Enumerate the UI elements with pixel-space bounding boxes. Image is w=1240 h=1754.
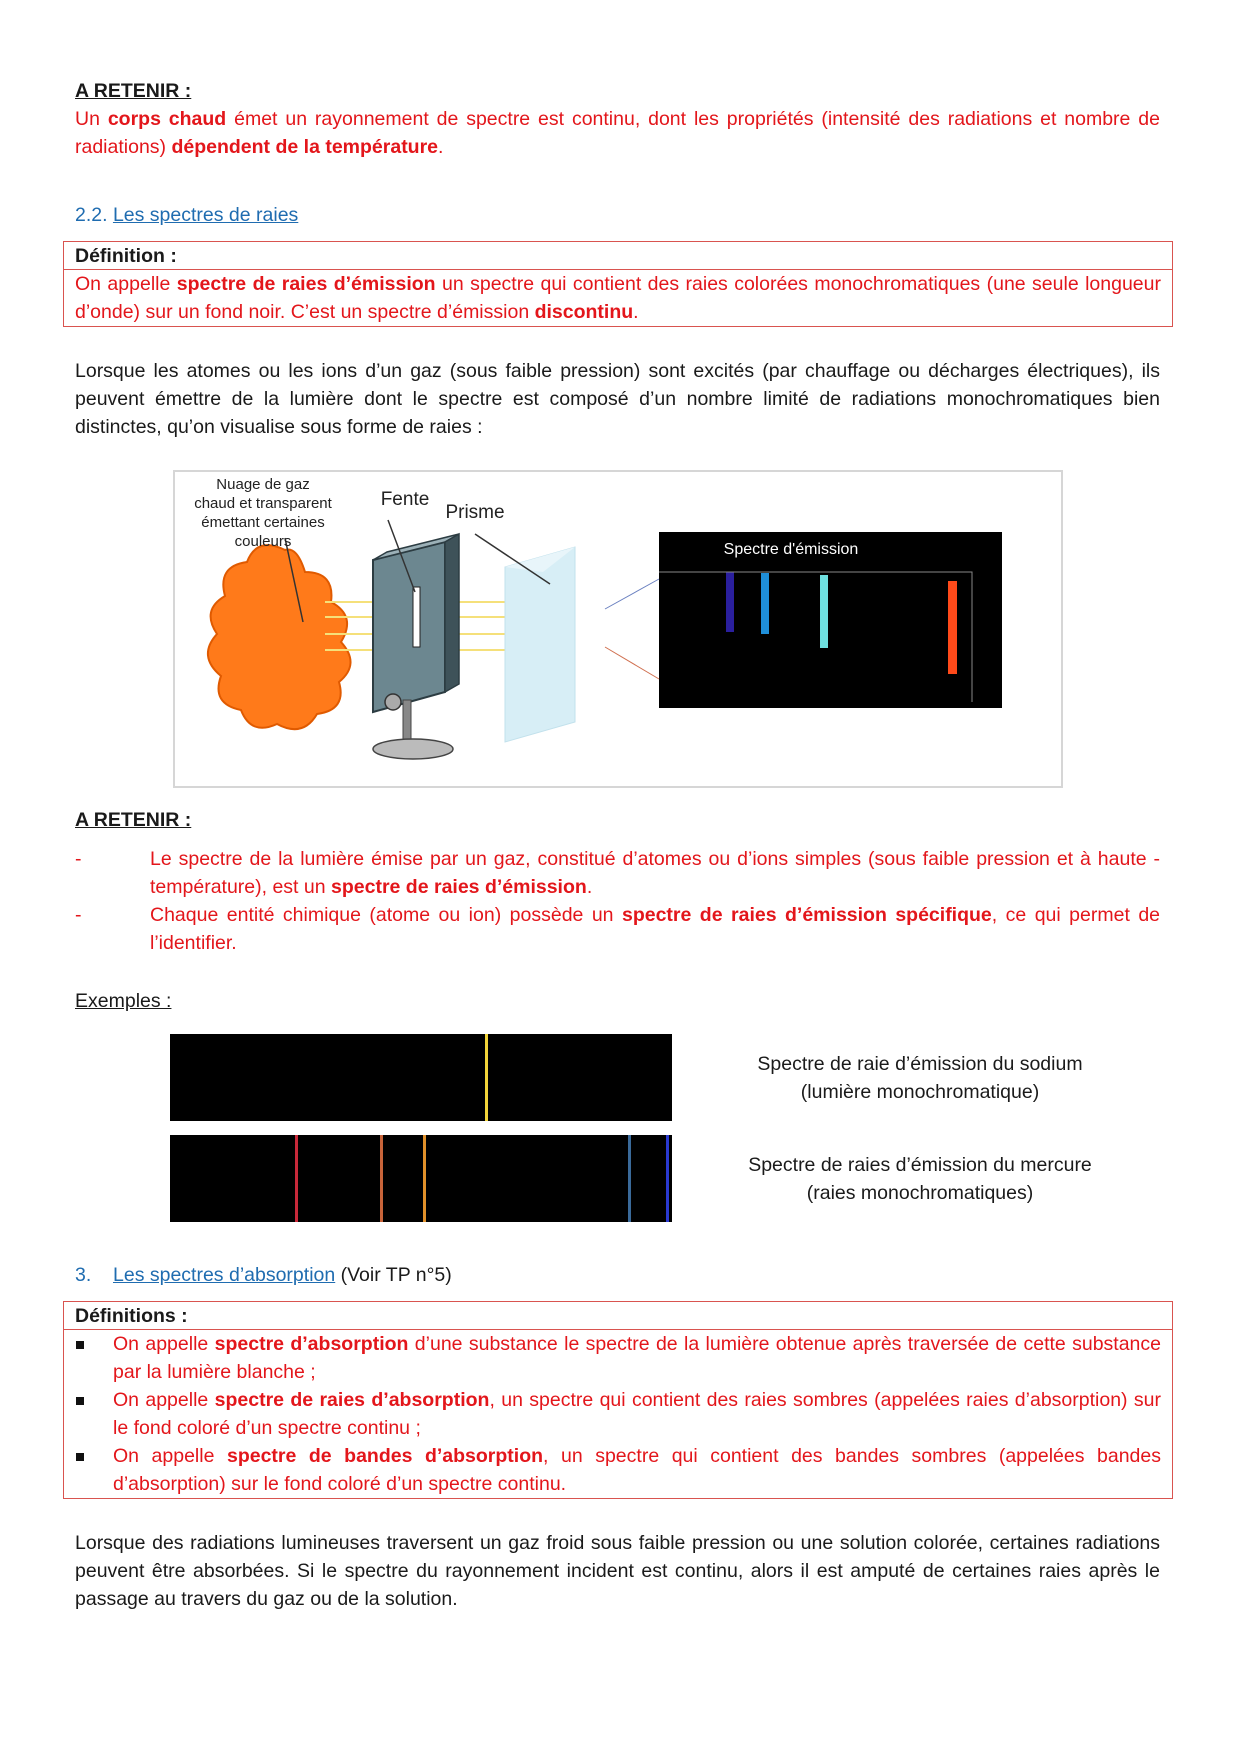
retenir-paragraph: Un corps chaud émet un rayonnement de spectre est continu, dont les propriétés (intensité des radiations et nombre de radiations) dépendent de la température. bbox=[75, 108, 1160, 158]
examples-heading: Exemples : bbox=[75, 990, 172, 1012]
stand-knob bbox=[385, 694, 401, 710]
definition-item-3: On appelle spectre de bandes d’absorption, un spectre qui contient des bandes sombres (appelées bandes d’absorption) sur le fond coloré d’un spectre continu. bbox=[75, 1442, 1161, 1498]
retenir-item-1: - Le spectre de la lumière émise par un gaz, constitué d’atomes ou d’ions simples (sous faible pression et à haute - température), est un spectre de raies d’émission. bbox=[75, 845, 1160, 901]
diagram-emission-line bbox=[948, 581, 957, 674]
definition-item-2: On appelle spectre de raies d’absorption, un spectre qui contient des raies sombres (appelées raies d’absorption) sur le fond coloré d’un spectre continu ; bbox=[75, 1386, 1161, 1442]
mercury-spectrum bbox=[170, 1135, 672, 1222]
slit bbox=[413, 587, 420, 647]
emission-diagram-svg bbox=[175, 472, 1061, 786]
emission-diagram bbox=[173, 470, 1063, 788]
sodium-caption: Spectre de raie d’émission du sodium (lumière monochromatique) bbox=[757, 1053, 1083, 1103]
section-heading-2-2: 2.2. Les spectres de raies bbox=[75, 204, 299, 226]
diagram-emission-line bbox=[761, 573, 769, 634]
definition-title: Définition : bbox=[64, 242, 1172, 270]
cloud-label-1: Nuage de gaz bbox=[216, 476, 310, 493]
body-paragraph: Lorsque les atomes ou les ions d’un gaz (sous faible pression) sont excités (par chauffage ou décharges électriques), ils peuvent émettre de la lumière dont le spectre est composé d’un nombre limité de radiations monochromatiques bien distinctes, qu’on visualise sous forme de raies : bbox=[75, 360, 1160, 438]
definition-item-1: On appelle spectre d’absorption d’une substance le spectre de la lumière obtenue après traversée de cette substance par la lumière blanche ; bbox=[75, 1330, 1161, 1386]
emission-line bbox=[628, 1135, 631, 1222]
cloud-label-4: couleurs bbox=[234, 533, 292, 550]
emission-line bbox=[380, 1135, 383, 1222]
section-link-spectres-raies[interactable]: Les spectres de raies bbox=[112, 204, 299, 226]
retenir-heading-2: A RETENIR : bbox=[75, 809, 192, 831]
slit-plate bbox=[373, 542, 445, 712]
dash-bullet: - bbox=[75, 848, 82, 870]
retenir-heading: A RETENIR : bbox=[75, 80, 192, 102]
definition-text: On appelle spectre de raies d’émission un spectre qui contient des raies colorées monochromatiques (une seule longueur d’onde) sur un fond noir. C’est un spectre d’émission discontinu. bbox=[75, 273, 1161, 323]
definitions-list bbox=[64, 1330, 1172, 1498]
definitions-title: Définitions : bbox=[64, 1302, 1172, 1330]
slit-label: Fente bbox=[380, 489, 430, 510]
emission-line bbox=[485, 1034, 488, 1121]
definitions-box bbox=[63, 1301, 1173, 1499]
square-bullet-icon bbox=[76, 1397, 84, 1405]
gas-cloud-shape bbox=[208, 545, 351, 729]
sodium-spectrum bbox=[170, 1034, 672, 1121]
definition-box bbox=[63, 241, 1173, 327]
cloud-label-3: émettant certaines bbox=[201, 514, 325, 531]
spectrum-label: Spectre d'émission bbox=[723, 541, 859, 558]
body-paragraph-2: Lorsque des radiations lumineuses traversent un gaz froid sous faible pression ou une solution colorée, certaines radiations peuvent être absorbées. Si le spectre du rayonnement incident est continu, alors il est amputé de certaines raies après le passage au travers du gaz ou de la solution. bbox=[75, 1532, 1160, 1610]
retenir-item-2: - Chaque entité chimique (atome ou ion) possède un spectre de raies d’émission spécifique, ce qui permet de l’identifier. bbox=[75, 901, 1160, 957]
stand-base bbox=[373, 739, 453, 759]
dash-bullet: - bbox=[75, 904, 82, 926]
emission-line bbox=[295, 1135, 298, 1222]
stand-post bbox=[403, 700, 411, 740]
prism bbox=[505, 547, 575, 742]
mercury-caption: Spectre de raies d’émission du mercure (raies monochromatiques) bbox=[748, 1154, 1092, 1204]
cloud-label-2: chaud et transparent bbox=[194, 495, 332, 512]
section-heading-3: 3. Les spectres d’absorption (Voir TP n°5) bbox=[75, 1264, 452, 1286]
section-link-spectres-absorption[interactable]: Les spectres d’absorption bbox=[113, 1264, 336, 1286]
diagram-emission-line bbox=[820, 575, 828, 648]
square-bullet-icon bbox=[76, 1341, 84, 1349]
retenir-list bbox=[75, 845, 1160, 957]
emission-line bbox=[666, 1135, 669, 1222]
square-bullet-icon bbox=[76, 1453, 84, 1461]
emission-line bbox=[423, 1135, 426, 1222]
diagram-emission-line bbox=[726, 572, 734, 632]
prism-label: Prisme bbox=[445, 502, 505, 523]
